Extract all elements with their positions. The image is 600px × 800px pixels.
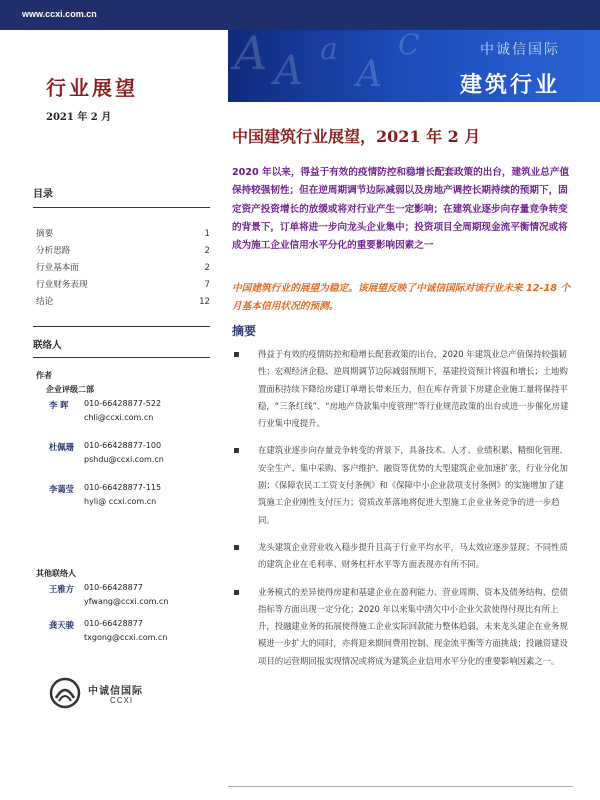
bullet-text: 龙头建筑企业营业收入稳步提升且高于行业平均水平，马太效应逐步显现；不同性质的建筑企业在毛利率、财务杠杆水平等方面表现亦有所不同。 bbox=[258, 541, 568, 570]
other-contacts-label: 其他联络人 bbox=[36, 569, 76, 578]
banner-decoration: A bbox=[356, 54, 382, 95]
contact-person bbox=[36, 441, 216, 483]
toc-item-page: 2 bbox=[204, 246, 210, 256]
bullet-square-icon bbox=[234, 352, 239, 357]
bullet-text: 在建筑业逐步向存量竞争转变的背景下，具备技术、人才、业绩积累、精细化管理、安全生产、集中采购、客户维护、融资等优势的大型建筑企业加速扩张，行业分化加剧；《保障农民工工资支付条例》和《保障中小企业款项支付条例》的实施增加了建筑施工企业刚性支付压力；资质改革落地将促进大型施工企业业务竞争的进一步趋同。 bbox=[258, 445, 568, 525]
contact-name: 王雅方 bbox=[49, 584, 74, 594]
toc-item-page: 2 bbox=[204, 263, 210, 273]
bullet-item bbox=[232, 346, 572, 432]
bullet-square-icon bbox=[234, 545, 239, 550]
banner-decoration: A bbox=[274, 48, 303, 94]
logo-en-text: CCXI bbox=[110, 696, 134, 705]
contact-name: 李 晖 bbox=[49, 400, 69, 410]
contact-person bbox=[36, 619, 216, 655]
table-of-contents bbox=[36, 226, 210, 311]
divider bbox=[33, 207, 210, 208]
footer-rule bbox=[228, 786, 573, 787]
department-name: 企业评级二部 bbox=[46, 385, 94, 394]
toc-item-label: 分析思路 bbox=[36, 246, 71, 256]
bullet-text: 得益于有效的疫情防控和稳增长配套政策的出台，2020 年建筑业总产值保持较强韧性；宏观经济企稳、逆周期调节边际减弱预期下，基建投资预计将温和增长；土地购置面积持续下降给房建订单增长带来压力，但在库存背景下房建企业施工量将保持平稳，“三条红线”、“房地产贷款集中度管理”等行业规范政策的出台或进一步催化房建行业集中度提升。 bbox=[258, 349, 569, 429]
toc-item-page: 12 bbox=[199, 297, 210, 307]
contact-phone: 010-66428877 bbox=[84, 619, 143, 628]
bullet-item bbox=[232, 442, 572, 528]
toc-item[interactable] bbox=[36, 277, 210, 294]
banner-decoration: C bbox=[398, 30, 420, 61]
ccxi-logo bbox=[44, 672, 154, 722]
header-banner bbox=[228, 30, 600, 102]
divider bbox=[33, 357, 210, 358]
toc-item-page: 7 bbox=[204, 280, 210, 290]
contact-email[interactable]: pshdu@ccxi.com.cn bbox=[84, 455, 164, 464]
author-contacts bbox=[36, 370, 216, 525]
toc-item[interactable] bbox=[36, 260, 210, 277]
banner-decoration: a bbox=[320, 32, 338, 67]
contact-person bbox=[36, 399, 216, 441]
toc-item-label: 行业基本面 bbox=[36, 263, 79, 273]
contact-email[interactable]: chli@ccxi.com.cn bbox=[84, 413, 154, 422]
banner-industry-title: 建筑行业 bbox=[459, 73, 560, 98]
banner-decoration: A bbox=[234, 30, 268, 80]
authors-label: 作者 bbox=[36, 371, 52, 380]
outlook-note: 中国建筑行业的展望为稳定。该展望反映了中诚信国际对该行业未来 12-18 个月基本信用状况的预测。 bbox=[232, 283, 571, 312]
contact-email[interactable]: txgong@ccxi.com.cn bbox=[84, 633, 168, 642]
contacts-heading: 联络人 bbox=[33, 340, 62, 351]
banner-brand: 中诚信国际 bbox=[480, 42, 560, 58]
contact-email[interactable]: hyli@ ccxi.com.cn bbox=[84, 497, 157, 506]
bullet-item bbox=[232, 539, 572, 574]
website-url[interactable]: www.ccxi.com.cn bbox=[22, 9, 97, 19]
report-summary: 2020 年以来，得益于有效的疫情防控和稳增长配套政策的出台，建筑业总产值保持较强韧性；但在逆周期调节边际减弱以及房地产调控长期持续的预期下，固定资产投资增长的放缓或将对行业产生一定影响；在建筑业逐步向存量竞争转变的背景下，订单将进一步向龙头企业集中；投资项目全周期现金流平衡情况或将成为施工企业信用水平分化的重要影响因素之一 bbox=[232, 167, 570, 252]
contact-name: 李蔼莹 bbox=[49, 484, 74, 494]
abstract-heading: 摘要 bbox=[232, 324, 257, 338]
divider bbox=[33, 326, 210, 327]
toc-item-label: 结论 bbox=[36, 297, 54, 307]
contact-phone: 010-66428877-100 bbox=[84, 441, 162, 450]
contact-phone: 010-66428877 bbox=[84, 583, 143, 592]
other-contacts bbox=[36, 568, 216, 655]
cover-title: 行业展望 bbox=[46, 76, 138, 100]
toc-item[interactable] bbox=[36, 243, 210, 260]
report-title: 中国建筑行业展望，2021 年 2 月 bbox=[232, 127, 481, 146]
bullet-item bbox=[232, 584, 572, 670]
contact-person bbox=[36, 483, 216, 525]
contact-person bbox=[36, 583, 216, 619]
toc-item[interactable] bbox=[36, 226, 210, 243]
logo-cn-text: 中诚信国际 bbox=[88, 686, 143, 697]
contact-email[interactable]: yfwang@ccxi.com.cn bbox=[84, 597, 169, 606]
abstract-bullets bbox=[232, 346, 572, 680]
contact-name: 龚天骏 bbox=[49, 620, 74, 630]
toc-heading: 目录 bbox=[33, 189, 53, 200]
contact-name: 杜佩珊 bbox=[49, 442, 74, 452]
bullet-square-icon bbox=[234, 448, 239, 453]
top-bar bbox=[0, 0, 600, 30]
ccxi-logo-icon bbox=[48, 676, 82, 710]
toc-item-label: 行业财务表现 bbox=[36, 280, 88, 290]
contact-phone: 010-66428877-115 bbox=[84, 483, 162, 492]
toc-item-label: 摘要 bbox=[36, 229, 54, 239]
toc-item-page: 1 bbox=[204, 229, 210, 239]
report-date: 2021 年 2 月 bbox=[46, 112, 112, 123]
bullet-square-icon bbox=[234, 590, 239, 595]
bullet-text: 业务模式的差异使得房建和基建企业在盈利能力、营业周期、资本及债务结构、偿债指标等方面出现一定分化；2020 年以来集中清欠中小企业欠款使得付现比有所上升，投融建业务的拓展使得施工企业实际回款能力整体趋弱，未来龙头建企在业务规模进一步扩大的同时，亦将迎来期间费用控制、现金流平衡等方面挑战；投融资建设项目的运营期回报实现情况或将成为建筑企业信用水平分化的重要影响因素之一。 bbox=[258, 586, 568, 666]
toc-item[interactable] bbox=[36, 294, 210, 311]
contact-phone: 010-66428877-522 bbox=[84, 399, 162, 408]
